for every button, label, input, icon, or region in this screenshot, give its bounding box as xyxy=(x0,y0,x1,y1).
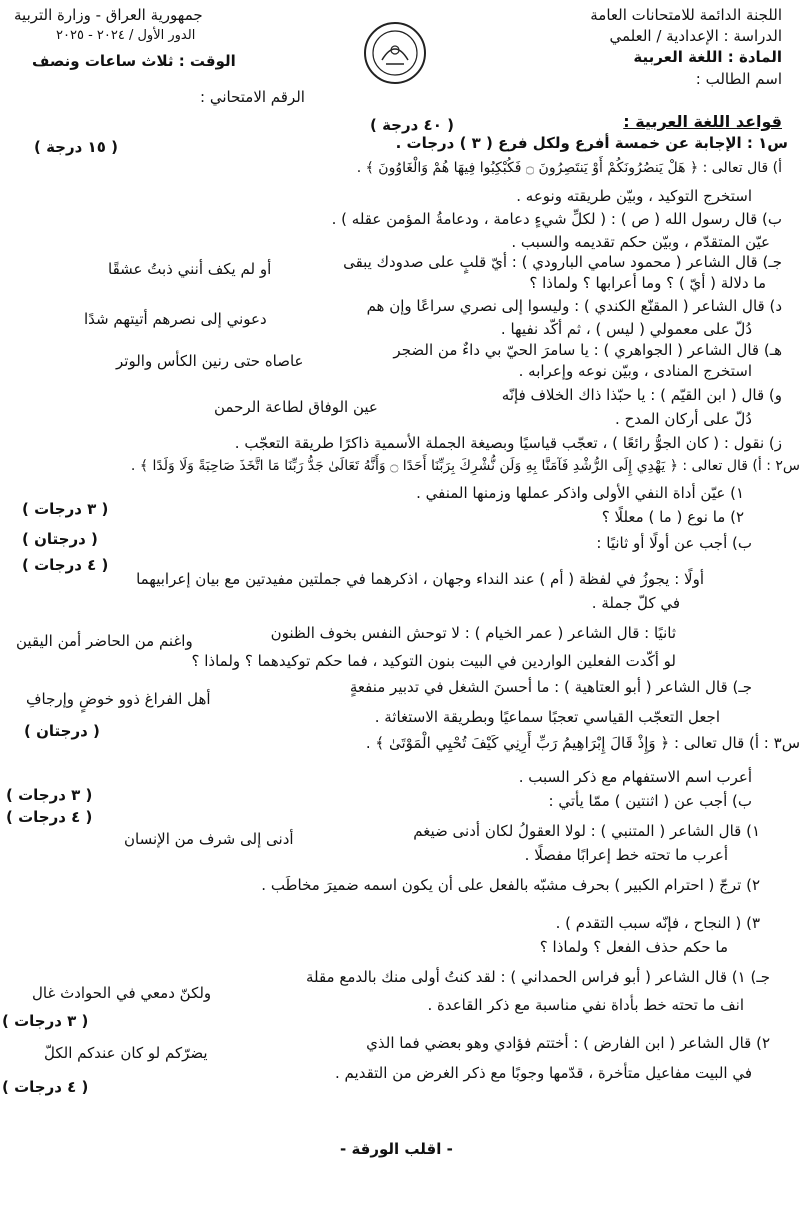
q3-b1-verse-left: أدنى إلى شرف من الإنسان xyxy=(124,830,294,848)
q3-b-marks: ( ٤ درجات ) xyxy=(6,808,93,826)
header-student-name: اسم الطالب : xyxy=(695,70,782,88)
q1-d-question: دُلّ على معمولي ( ليس ) ، ثم أكّد نفيها . xyxy=(500,320,752,338)
q1-marks: ( ١٥ درجة ) xyxy=(34,138,118,156)
q2-a-marks-2: ( درجتان ) xyxy=(22,530,98,548)
q2-b-first-cont: في كلّ جملة . xyxy=(591,594,680,612)
q2-b-second-verse-left: واغنم من الحاضر أمن اليقين xyxy=(16,632,193,650)
q1-head: س١ : الإجابة عن خمسة أفرع ولكل فرع ( ٣ ) درجات . xyxy=(395,134,788,152)
q2-b-second-question: لو أكّدت الفعلين الواردين في البيت بنون التوكيد ، فما حكم توكيدهما ؟ ولماذا ؟ xyxy=(191,652,676,670)
q2-c-verse-right: جـ) قال الشاعر ( أبو العتاهية ) : ما أحسنَ الشغل في تدبير منفعةٍ xyxy=(349,678,752,696)
header-ministry: جمهورية العراق - وزارة التربية xyxy=(14,6,203,24)
header-study: الدراسة : الإعدادية / العلمي xyxy=(609,27,782,45)
ministry-seal-icon xyxy=(362,20,428,86)
q1-e-verse-left: عاصاه حتى رنين الكأس والوتر xyxy=(116,352,304,370)
q1-c-verse-left: أو لم يكف أنني ذبتُ عشقًا xyxy=(108,260,272,278)
q3-b1-verse-right: ١) قال الشاعر ( المتنبي ) : لولا العقولُ لكان أدنى ضيغم xyxy=(413,822,760,840)
q1-c-question: ما دلالة ( أيّ ) ؟ وما أعرابها ؟ ولماذا ؟ xyxy=(529,274,766,292)
q2-a-question-1: ١) عيّن أداة النفي الأولى واذكر عملها وزمنها المنفي . xyxy=(416,484,744,502)
q1-e-question: استخرج المنادى ، وبيّن نوعه وإعرابه . xyxy=(518,362,752,380)
q3-c1-verse-left: ولكنّ دمعي في الحوادث غال xyxy=(32,984,212,1002)
header-subject: المادة : اللغة العربية xyxy=(633,48,782,66)
header-time: الوقت : ثلاث ساعات ونصف xyxy=(32,52,236,70)
q3-b-head: ب) أجب عن ( اثنتين ) ممّا يأتي : xyxy=(548,792,752,810)
q1-f-verse-right: و) قال ( ابن القيّم ) : يا حبّذا ذاك الخلاف فإنّه xyxy=(501,386,782,404)
q3-b2-text: ٢) ترجّ ( احترام الكبير ) بحرف مشبّه بالفعل على أن يكون اسمه ضميرَ مخاطَب . xyxy=(261,876,760,894)
q2-a-verse: س٢ : أ) قال تعالى : ﴿ يَهْدِي إِلَى الرُّشْدِ فَآمَنَّا بِهِ وَلَن نُّشْرِكَ بِرَبِّنَا أَحَدًا ۝ وَأَنَّهُ تَعَالَىٰ جَدُّ رَبِّنَا مَا اتَّخَذَ صَاحِبَةً وَلَا وَلَدًا ﴾ . xyxy=(130,458,800,474)
q3-a-marks: ( ٣ درجات ) xyxy=(6,786,93,804)
q1-f-verse-left: عين الوفاق لطاعة الرحمن xyxy=(214,398,378,416)
q2-b-first: أولًا : يجوزُ في لفظة ( أم ) عند النداء وجهان ، اذكرهما في جملتين مفيدتين مع بيان إعرابيهما xyxy=(136,570,704,588)
q1-f-question: دُلّ على أركان المدح . xyxy=(615,410,752,428)
section-total-marks: ( ٤٠ درجة ) xyxy=(370,116,454,134)
footer-turn-page: - اقلب الورقة - xyxy=(340,1140,453,1158)
q1-b-question: عيّن المتقدّم ، وبيّن حكم تقديمه والسبب . xyxy=(511,233,770,251)
header-session: الدور الأول / ٢٠٢٤ - ٢٠٢٥ xyxy=(56,28,196,43)
q2-a-question-2: ٢) ما نوع ( ما ) معللًا ؟ xyxy=(601,508,744,526)
q1-e-verse-right: هـ) قال الشاعر ( الجواهري ) : يا سامرَ الحيّ بي داءٌ من الضجر xyxy=(393,341,782,359)
q2-b-second-verse-right: ثانيًا : قال الشاعر ( عمر الخيام ) : لا توحش النفس بخوف الظنون xyxy=(270,624,676,642)
q1-d-verse-left: دعوني إلى نصرهم أتيتهم شدًا xyxy=(84,310,267,328)
q1-c-verse-right: جـ) قال الشاعر ( محمود سامي البارودي ) : أيّ قلبٍ على صدودك يبقى xyxy=(343,253,782,271)
q2-b-marks: ( ٤ درجات ) xyxy=(22,556,109,574)
q2-a-marks-1: ( ٣ درجات ) xyxy=(22,500,109,518)
q3-c1-verse-right: جـ) ١) قال الشاعر ( أبو فراس الحمداني ) : لقد كنتُ أولى منك بالدمع مقلة xyxy=(305,968,770,986)
q3-c1-marks: ( ٣ درجات ) xyxy=(2,1012,89,1030)
section-title: قواعد اللغة العربية : xyxy=(623,112,782,131)
q2-c-question: اجعل التعجّب القياسي تعجبًا سماعيًا وبطريقة الاستغاثة . xyxy=(374,708,720,726)
q3-b1-question: أعرب ما تحته خط إعرابًا مفصلًا . xyxy=(524,846,728,864)
q2-c-marks: ( درجتان ) xyxy=(24,722,100,740)
q3-a-verse: س٣ : أ) قال تعالى : ﴿ وَإِذْ قَالَ إِبْرَاهِيمُ رَبِّ أَرِنِي كَيْفَ تُحْيِي الْمَوْتَىٰ ﴾ . xyxy=(365,734,800,752)
q2-b-head: ب) أجب عن أولًا أو ثانيًا : xyxy=(596,534,752,552)
q3-c1-question: انف ما تحته خط بأداة نفي مناسبة مع ذكر القاعدة . xyxy=(427,996,744,1014)
header-exam-number: الرقم الامتحاني : xyxy=(200,88,305,106)
q3-b3-text: ٣) ( النجاح ، فإنّه سبب التقدم ) . xyxy=(555,914,760,932)
q3-c2-marks: ( ٤ درجات ) xyxy=(2,1078,89,1096)
header-committee: اللجنة الدائمة للامتحانات العامة xyxy=(590,6,782,24)
q2-c-verse-left: أهل الفراغ ذوو خوضٍ وإرجافِ xyxy=(26,690,211,708)
q1-b-text: ب) قال رسول الله ( ص ) : ( لكلِّ شيءٍ دعامة ، ودعامةُ المؤمن عقله ) . xyxy=(331,210,782,228)
q3-a-question: أعرب اسم الاستفهام مع ذكر السبب . xyxy=(518,768,752,786)
q3-b3-question: ما حكم حذف الفعل ؟ ولماذا ؟ xyxy=(539,938,728,956)
q3-c2-question: في البيت مفاعيل متأخرة ، قدّمها وجوبًا مع ذكر الغرض من التقديم . xyxy=(335,1064,752,1082)
q3-c2-verse-left: يضرّكم لو كان عندكم الكلّ xyxy=(44,1044,208,1062)
q1-d-verse-right: د) قال الشاعر ( المقنّع الكندي ) : وليسوا إلى نصري سراعًا وإن هم xyxy=(366,297,782,315)
q1-g-text: ز) نقول : ( كان الجوُّ رائعًا ) ، تعجّب قياسيًا وبصيغة الجملة الأسمية ذاكرًا طريقة التعجّب . xyxy=(234,434,782,452)
q1-a-verse: أ) قال تعالى : ﴿ هَلْ يَنصُرُونَكُمْ أَوْ يَنتَصِرُونَ ۝ فَكُبْكِبُوا فِيهَا هُمْ وَالْغَاوُونَ ﴾ . xyxy=(356,160,782,176)
q3-c2-verse-right: ٢) قال الشاعر ( ابن الفارض ) : أختتم فؤادي وهو بعضي فما الذي xyxy=(366,1034,770,1052)
q1-a-question: استخرج التوكيد ، وبيّن طريقته ونوعه . xyxy=(516,187,752,205)
